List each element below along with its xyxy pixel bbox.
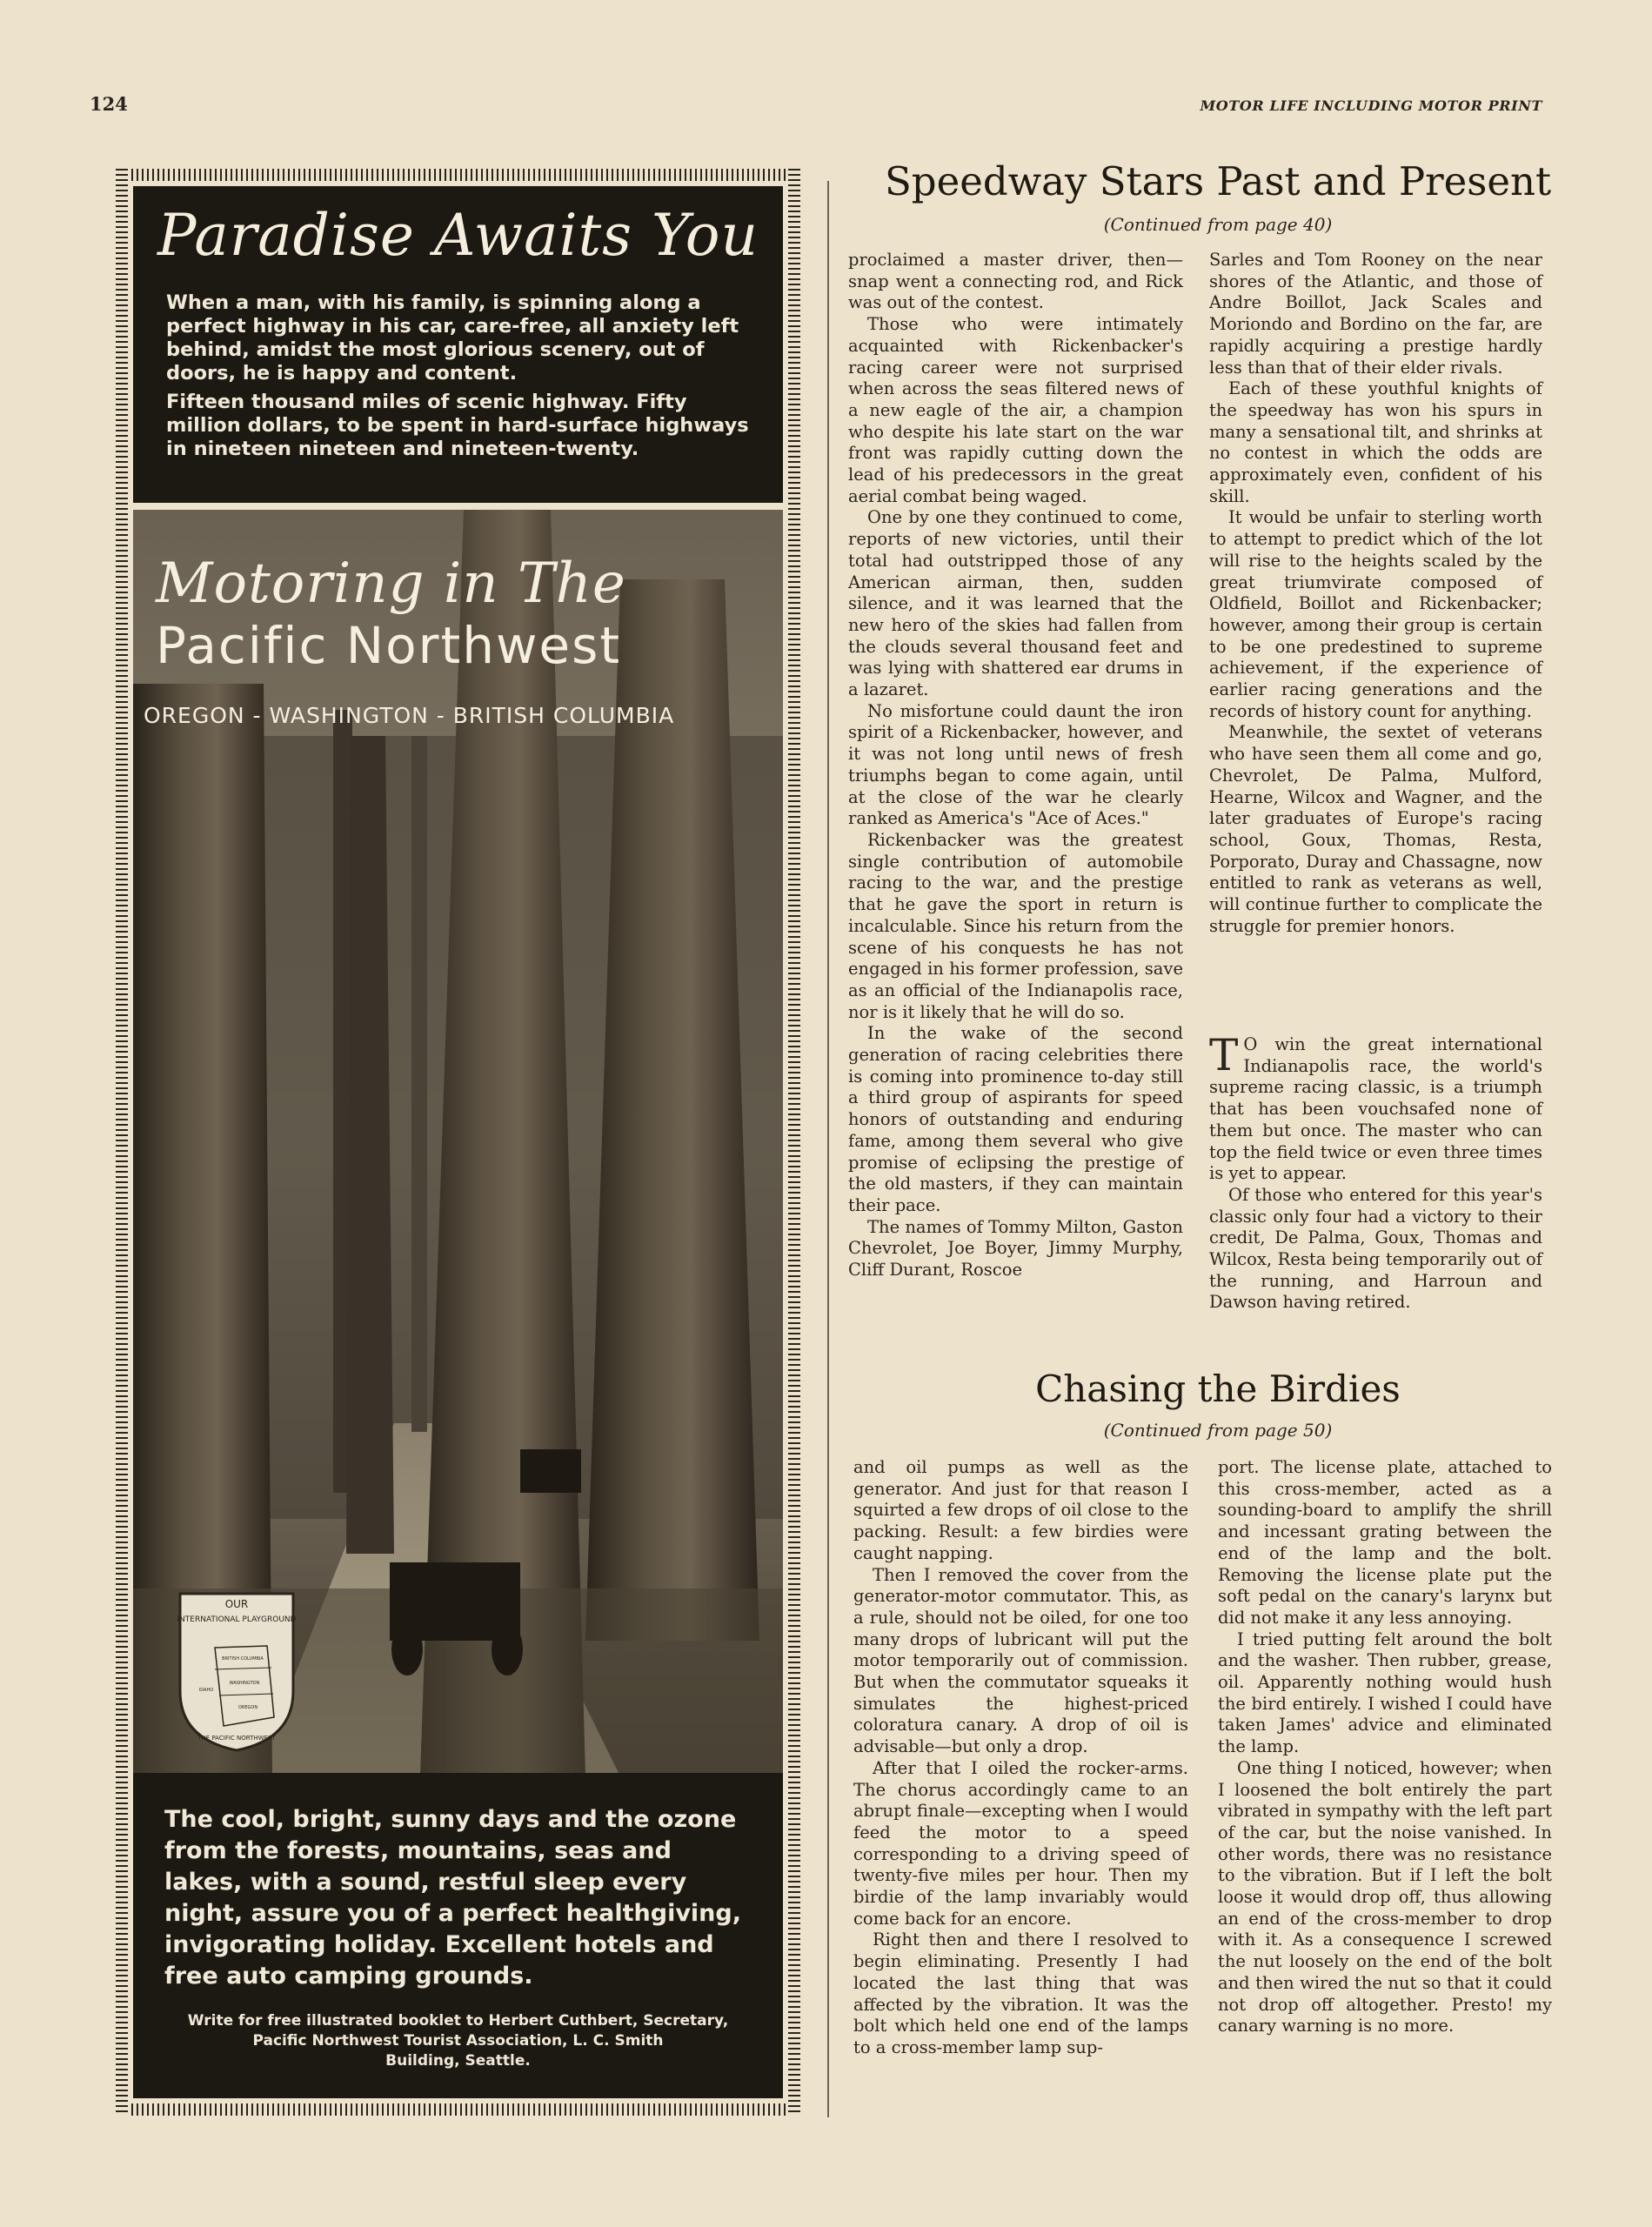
continued-suffix: ) xyxy=(1325,214,1333,235)
photo-title-line2: Pacific Northwest xyxy=(156,616,622,675)
article1-title: Speedway Stars Past and Present xyxy=(884,158,1552,204)
ad-bottom-panel xyxy=(133,1773,783,2098)
paragraph: One by one they continued to come, reports of new victories, until their total had outstripped those of any American airman, then, sudden silence, and it was learned that the new hero of the skies had fallen from the clouds several thousand feet and was lying with shattered ear drums in a lazaret. xyxy=(848,507,1183,700)
page-number: 124 xyxy=(90,93,128,115)
paragraph: No misfortune could daunt the iron spirit of a Rickenbacker, however, and it was not long until news of fresh triumphs began to come again, until at the close of the war he clearly ranked as America's "Ace of Aces." xyxy=(848,700,1183,829)
badge-bottom: THE PACIFIC NORTHWEST xyxy=(197,1735,276,1742)
running-head: MOTOR LIFE INCLUDING MOTOR PRINT xyxy=(1200,97,1542,114)
article2-continued xyxy=(861,1420,1575,1441)
ad-intro-para: Fifteen thousand miles of scenic highway. Fifty million dollars, to be spent in hard-surface highways in nineteen nineteen and nineteen-twenty. xyxy=(166,391,749,460)
badge-region: IDAHO xyxy=(198,1688,214,1693)
ad-contact-line: Write for free illustrated booklet to Herbert Cuthbert, Secretary, xyxy=(187,2012,729,2030)
ad-border-top xyxy=(116,169,800,181)
article1-column-1 xyxy=(848,250,1183,1281)
photo-title-line1: Motoring in The xyxy=(156,552,626,616)
article2-column-1 xyxy=(853,1457,1188,2059)
continued-page: 40 xyxy=(1303,214,1326,235)
article1-column-2 xyxy=(1209,250,1542,938)
badge-middle: INTERNATIONAL PLAYGROUND xyxy=(177,1615,297,1624)
paragraph: It would be unfair to sterling worth to attempt to predict which of the lot will rise to the heights scaled by the great triumvirate composed of Oldfield, Boillot and Rickenbacker; however, among their group is certain to be one predestined to supreme achievement, if the experience of earlier racing generations and the records of history count for anything. xyxy=(1209,507,1542,721)
ad-border-bottom xyxy=(116,2103,800,2116)
ad-intro-para: When a man, with his family, is spinning along a perfect highway in his car, care-free, all anxiety left behind, amidst the most glorious scenery, out of doors, he is happy and content. xyxy=(166,291,739,385)
paragraph-text: O win the great international Indianapolis race, the world's supreme racing classic, is a triumph that has been vouchsafed none of them but once. The master who can top the field twice or even three times is yet to appear. xyxy=(1209,1034,1542,1184)
continued-prefix: (Continued from page xyxy=(1103,214,1298,235)
ad-border-right xyxy=(788,169,800,2116)
badge-region: BRITISH COLUMBIA xyxy=(222,1656,264,1662)
paragraph: Then I removed the cover from the generator-motor commutator. This, as a rule, should not be oiled, for one too many drops of lubricant will put the motor temporarily out of commission. But when the commutator squeaks it simulates the highest-priced coloratura canary. A drop of oil is advisable—but only a drop. xyxy=(853,1564,1188,1757)
paragraph: Sarles and Tom Rooney on the near shores of the Atlantic, and those of Andre Boillot, Jack Scales and Moriondo and Bordino on the far, are rapidly acquiring a prestige hardly less than that of their elder rivals. xyxy=(1209,250,1542,378)
paragraph: Each of these youthful knights of the speedway has won his spurs in many a sensational tilt, and shrinks at no contest in which the odds are approximately even, confident of his skill. xyxy=(1209,378,1542,506)
photo-subtitle: OREGON - WASHINGTON - BRITISH COLUMBIA xyxy=(144,703,675,728)
badge-region: OREGON xyxy=(237,1705,258,1710)
column-divider xyxy=(827,181,829,2117)
paragraph: Of those who entered for this year's classic only four had a victory to their credit, De Palma, Goux, Thomas and Wilcox, Resta being temporarily out of the running, and Harroun and Dawson having retired. xyxy=(1209,1184,1542,1313)
paragraph: In the wake of the second generation of racing celebrities there is coming into prominence to-day still a third group of aspirants for speed honors of outstanding and enduring fame, among them several who give promise of eclipsing the prestige of the old masters, if they can maintain their pace. xyxy=(848,1023,1183,1215)
ad-intro xyxy=(133,291,783,461)
paragraph: Right then and there I resolved to begin eliminating. Presently I had located the last thing that was affected by the vibration. It was the bolt which held one end of the lamps to a cross-member lamp sup- xyxy=(853,1929,1188,2057)
advertisement xyxy=(116,169,800,2116)
forest-road-photo xyxy=(133,510,783,1776)
ad-contact-line: Building, Seattle. xyxy=(385,2052,531,2070)
ad-headline: Paradise Awaits You xyxy=(157,202,759,269)
article1-column-2-section xyxy=(1209,1030,1542,1314)
badge-top: OUR xyxy=(224,1598,249,1610)
paragraph: The names of Tommy Milton, Gaston Chevrolet, Joe Boyer, Jimmy Murphy, Cliff Durant, Roscoe xyxy=(848,1216,1183,1281)
paragraph: One thing I noticed, however; when I loosened the bolt entirely the part vibrated in sympathy with the left part of the car, but the noise vanished. In other words, there was no resistance to the vibration. But if I left the bolt loose it would drop off, thus allowing an end of the cross-member to drop with it. As a consequence I screwed the nut loosely on the end of the bolt and then wired the nut so that it could not drop off altogether. Presto! my canary warning is no more. xyxy=(1218,1757,1552,2036)
continued-page: 50 xyxy=(1303,1420,1326,1441)
paragraph: port. The license plate, attached to this cross-member, acted as a sounding-board to amplify the shrill and incessant grating between the end of the lamp and the bolt. Removing the license plate put the soft pedal on the canary's larynx but did not make it any less annoying. xyxy=(1218,1457,1552,1628)
paragraph: I tried putting felt around the bolt and the washer. Then rubber, grease, oil. Apparently nothing would hush the bird entirely. I wished I could have taken James' advice and eliminated the lamp. xyxy=(1218,1628,1552,1757)
ad-contact-line: Pacific Northwest Tourist Association, L. C. Smith xyxy=(252,2032,664,2050)
paragraph: After that I oiled the rocker-arms. The chorus accordingly came to an abrupt finale—excepting when I would feed the motor to a speed corresponding to a driving speed of twenty-five miles per hour. Then my birdie of the lamp invariably would come back for an encore. xyxy=(853,1757,1188,1929)
article1-continued xyxy=(861,214,1575,235)
paragraph: Meanwhile, the sextet of veterans who have seen them all come and go, Chevrolet, De Palma, Mulford, Hearne, Wilcox and Wagner, and the later graduates of Europe's racing school, Goux, Thomas, Resta, Porporato, Duray and Chassagne, now entitled to rank as veterans as well, will continue further to complicate the struggle for premier honors. xyxy=(1209,722,1542,936)
paragraph: proclaimed a master driver, then—snap went a connecting rod, and Rick was out of the contest. xyxy=(848,250,1183,313)
paragraph: Rickenbacker was the greatest single contribution of automobile racing to the war, and the prestige that he gave the sport in return is incalculable. Since his return from the scene of his conquests he has not engaged in his former profession, save as an official of the Indianapolis race, nor is it likely that he will do so. xyxy=(848,829,1183,1022)
ad-contact xyxy=(133,2011,783,2071)
ad-closing: The cool, bright, sunny days and the ozone from the forests, mountains, seas and lakes, with a sound, restful sleep every night, assure you of a perfect healthgiving, invigorating holiday. Excellent hotels and free auto camping grounds. xyxy=(164,1806,741,1990)
badge-region: WASHINGTON xyxy=(229,1681,260,1686)
article2-title: Chasing the Birdies xyxy=(1035,1368,1401,1410)
ad-top-panel xyxy=(133,186,783,503)
article2-column-2 xyxy=(1218,1457,1552,2037)
drop-cap: T xyxy=(1209,1030,1239,1080)
paragraph: Those who were intimately acquainted with Rickenbacker's racing career were not surprised when across the seas filtered news of a new eagle of the air, a champion who despite his late start on the war front was rapidly cutting down the lead of his predecessors in the great aerial combat being waged. xyxy=(848,314,1183,506)
paragraph: and oil pumps as well as the generator. And just for that reason I squirted a few drops of oil close to the packing. Result: a few birdies were caught napping. xyxy=(853,1457,1188,1563)
paragraph xyxy=(1209,1030,1542,1185)
continued-suffix: ) xyxy=(1325,1420,1333,1441)
continued-prefix: (Continued from page xyxy=(1103,1420,1298,1441)
ad-border-left xyxy=(116,169,128,2116)
playground-badge-icon xyxy=(171,1587,302,1752)
